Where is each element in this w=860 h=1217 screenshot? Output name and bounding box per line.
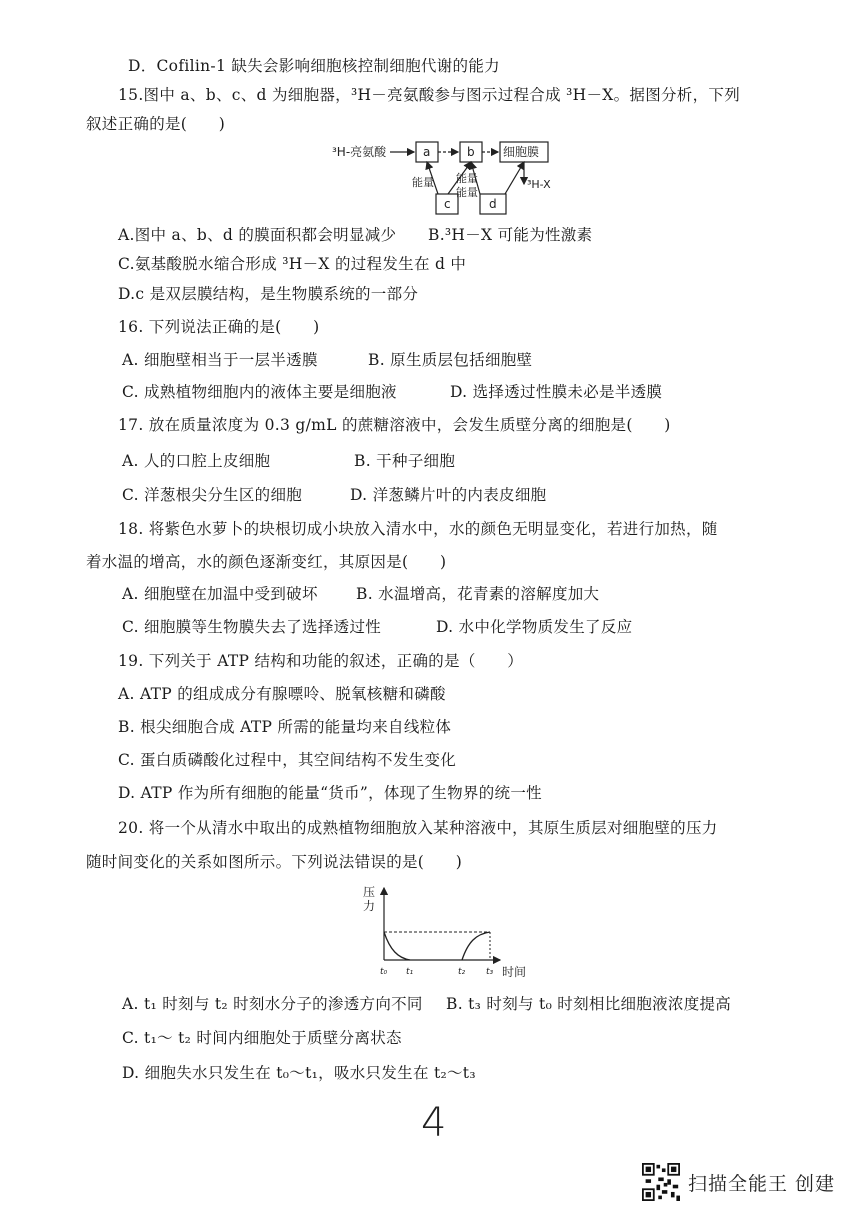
q16-option-d: D. 选择透过性膜未必是半透膜: [450, 383, 663, 401]
q20-option-b: B. t₃ 时刻与 t₀ 时刻相比细胞液浓度提高: [446, 995, 732, 1013]
q15-option-a: A.图中 a、b、d 的膜面积都会明显减少: [118, 226, 397, 244]
q20-curve-fall: [384, 932, 410, 960]
q19-option-b: B. 根尖细胞合成 ATP 所需的能量均来自线粒体: [118, 718, 452, 736]
q19-option-d: D. ATP 作为所有细胞的能量“货币”，体现了生物界的统一性: [118, 784, 542, 802]
q15-option-b: B.³H－X 可能为性激素: [428, 226, 593, 244]
q15-organelle-diagram: [330, 138, 570, 218]
q18-option-d: D. 水中化学物质发生了反应: [436, 618, 633, 636]
q16-option-b: B. 原生质层包括细胞壁: [368, 351, 533, 369]
q19-option-a: A. ATP 的组成成分有腺嘌呤、脱氧核糖和磷酸: [118, 685, 446, 703]
q20-option-d: D. 细胞失水只发生在 t₀～t₁，吸水只发生在 t₂～t₃: [122, 1064, 476, 1082]
q20-t1: t₁: [406, 967, 414, 977]
q20-option-a: A. t₁ 时刻与 t₂ 时刻水分子的渗透方向不同: [122, 995, 423, 1013]
q17-option-b: B. 干种子细胞: [354, 452, 456, 470]
q15-box-a-label: a: [423, 145, 431, 159]
q15-input-label: ³H-亮氨酸: [332, 145, 387, 159]
q15-option-c: C.氨基酸脱水缩合形成 ³H－X 的过程发生在 d 中: [118, 255, 467, 273]
q17-option-d: D. 洋葱鳞片叶的内表皮细胞: [350, 486, 547, 504]
q15-box-b-label: b: [467, 145, 475, 159]
q16-option-a: A. 细胞壁相当于一层半透膜: [122, 351, 318, 369]
q20-curve-rise: [462, 932, 490, 960]
q20-xlabel: 时间: [502, 965, 527, 979]
watermark-text: 扫描全能王 创建: [688, 1172, 836, 1195]
q20-pressure-time-graph: [360, 882, 540, 982]
page-number: 4: [421, 1100, 447, 1146]
q20-t2: t₂: [458, 967, 466, 977]
scanner-watermark: [642, 1163, 835, 1201]
q20-t3: t₃: [486, 967, 494, 977]
q17-option-a: A. 人的口腔上皮细胞: [122, 452, 271, 470]
q15-energy-left: 能量: [412, 176, 434, 189]
q20-t0: t₀: [380, 967, 388, 977]
q18-stem-line1: 18. 将紫色水萝卜的块根切成小块放入清水中，水的颜色无明显变化，若进行加热，随: [118, 520, 718, 538]
q15-box-c-label: c: [444, 197, 451, 211]
q16-stem: 16. 下列说法正确的是( ): [118, 318, 320, 336]
q18-option-c: C. 细胞膜等生物膜失去了选择透过性: [122, 618, 382, 636]
qr-code-icon: [642, 1163, 680, 1201]
q15-energy-mid2: 能量: [456, 186, 478, 199]
q18-option-a: A. 细胞壁在加温中受到破坏: [122, 585, 318, 603]
q19-option-c: C. 蛋白质磷酸化过程中，其空间结构不发生变化: [118, 751, 457, 769]
q15-stem-line2: 叙述正确的是( ): [86, 115, 226, 133]
q14-option-d: D．Cofilin-1 缺失会影响细胞核控制细胞代谢的能力: [128, 57, 500, 75]
q20-stem-line2: 随时间变化的关系如图所示。下列说法错误的是( ): [86, 853, 463, 871]
q18-stem-line2: 着水温的增高，水的颜色逐渐变红，其原因是( ): [86, 553, 447, 571]
q19-stem: 19. 下列关于 ATP 结构和功能的叙述，正确的是（ ）: [118, 652, 524, 670]
q15-box-membrane-label: 细胞膜: [503, 145, 540, 159]
q15-energy-mid1: 能量: [456, 172, 478, 185]
q20-ylabel-char2: 力: [363, 899, 376, 913]
q15-output-label: ³H-X: [527, 178, 551, 191]
q15-option-d: D.c 是双层膜结构，是生物膜系统的一部分: [118, 285, 419, 303]
q17-stem: 17. 放在质量浓度为 0.3 g/mL 的蔗糖溶液中，会发生质壁分离的细胞是( ): [118, 416, 671, 434]
q15-stem-line1: 15.图中 a、b、c、d 为细胞器，³H－亮氨酸参与图示过程合成 ³H－X。据图分析，下列: [118, 86, 740, 104]
q17-option-c: C. 洋葱根尖分生区的细胞: [122, 486, 303, 504]
q20-ylabel-char1: 压: [363, 885, 376, 899]
q16-option-c: C. 成熟植物细胞内的液体主要是细胞液: [122, 383, 397, 401]
q15-box-d-label: d: [489, 197, 497, 211]
q20-stem-line1: 20. 将一个从清水中取出的成熟植物细胞放入某种溶液中，其原生质层对细胞壁的压力: [118, 819, 718, 837]
q18-option-b: B. 水温增高，花青素的溶解度加大: [356, 585, 600, 603]
q20-option-c: C. t₁～ t₂ 时间内细胞处于质壁分离状态: [122, 1029, 402, 1047]
